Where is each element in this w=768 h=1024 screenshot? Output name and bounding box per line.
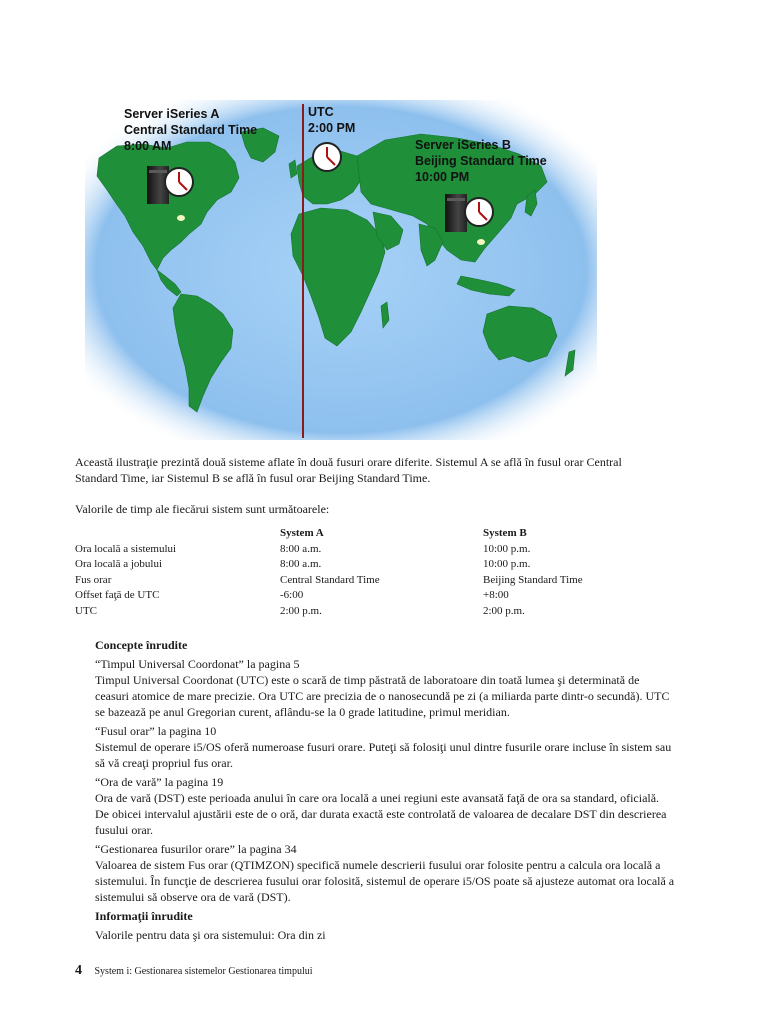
- related-concept-link[interactable]: “Ora de vară” la pagina 19: [95, 775, 224, 789]
- table-header-row: [73, 527, 635, 543]
- server-a-clock-icon: [165, 168, 193, 196]
- utc-label-text: UTC: [308, 105, 334, 119]
- related-concept-item: [95, 656, 675, 720]
- page-number: 4: [75, 963, 82, 978]
- server-a-name: Server iSeries A: [124, 107, 220, 121]
- table-cell: Offset faţă de UTC: [75, 589, 160, 602]
- table-intro: Valorile de timp ale fiecărui sistem sunt următoarele:: [75, 502, 330, 516]
- table-header-system-a: System A: [280, 527, 324, 539]
- utc-label: [308, 104, 355, 136]
- server-a-zone: Central Standard Time: [124, 123, 258, 137]
- table-row: [73, 605, 635, 621]
- related-concept-link[interactable]: “Timpul Universal Coordonat” la pagina 5: [95, 657, 300, 671]
- related-info-link[interactable]: Valorile pentru data şi ora sistemului: Ora din zi: [95, 928, 326, 942]
- page-footer: [75, 964, 313, 979]
- figure-caption: Această ilustraţie prezintă două sisteme aflate în două fusuri orare diferite. Sistemul A se află în fusul orar Central Standard Time, iar Sistemul B se află în fusul orar Beijing Standard Time.: [75, 455, 622, 485]
- table-cell: Beijing Standard Time: [483, 573, 583, 586]
- related-concepts-heading: Concepte înrudite: [95, 638, 188, 652]
- related-concept-item: [95, 774, 675, 838]
- related-section: [95, 637, 675, 946]
- table-row: [73, 589, 635, 605]
- table-cell: -6:00: [280, 589, 304, 602]
- related-concept-link[interactable]: “Fusul orar” la pagina 10: [95, 724, 217, 738]
- table-row: [73, 558, 635, 574]
- related-concept-link[interactable]: “Gestionarea fusurilor orare” la pagina 34: [95, 842, 297, 856]
- time-zone-map-figure: [85, 100, 597, 440]
- related-concept-description: Valoarea de sistem Fus orar (QTIMZON) specifică numele descrierii fusului orar folosite pentru a calcula ora locală a sistemului. În funcţie de descrierea fusului orar folosită, sistemul de operare i5/OS poate să ajusteze automat ora locală a sistemului să observe ora de vară (DST).: [95, 858, 675, 904]
- table-cell: Ora locală a sistemului: [75, 542, 177, 555]
- related-concept-description: Sistemul de operare i5/OS oferă numeroase fusuri orare. Puteţi să folosiţi unul dintre fusurile orare incluse în sistem sau să vă creaţi propriul fus orar.: [95, 740, 672, 770]
- related-concept-description: Ora de vară (DST) este perioada anului în care ora locală a unei regiuni este avansată faţă de ora sa standard, oficială. De obicei intervalul ajustării este de o oră, dar durata exactă este controlată de valoarea de decalare DST din descrierea fusului orar.: [95, 791, 667, 837]
- server-b-time: 10:00 PM: [415, 170, 470, 184]
- table-header-system-b: System B: [483, 527, 527, 539]
- server-b-name: Server iSeries B: [415, 138, 511, 152]
- table-cell: UTC: [75, 604, 97, 617]
- table-cell: Ora locală a jobului: [75, 558, 163, 571]
- related-info-heading: Informaţii înrudite: [95, 909, 193, 923]
- table-cell: 8:00 a.m.: [280, 542, 322, 555]
- utc-time: 2:00 PM: [308, 121, 356, 135]
- utc-clock-icon: [313, 143, 341, 171]
- time-values-table: [73, 527, 635, 621]
- table-cell: +8:00: [483, 589, 509, 602]
- table-header-cell: [73, 527, 278, 543]
- table-cell: 8:00 a.m.: [280, 558, 322, 571]
- table-cell: Central Standard Time: [280, 573, 380, 586]
- server-b-zone: Beijing Standard Time: [415, 154, 547, 168]
- related-concept-description: Timpul Universal Coordonat (UTC) este o scară de timp păstrată de laboratoare din toată lumea şi determinată de ceasuri atomice de mare precizie. Ora UTC are precizia de o nanosecundă pe zi (a miliarda parte dintr-o secundă). UTC se bazează pe anul Gregorian curent, aflându-se la 0 grade latitudine, primul meridian.: [95, 673, 670, 719]
- server-a-time: 8:00 AM: [124, 139, 172, 153]
- table-cell: Fus orar: [75, 573, 112, 586]
- table-cell: 2:00 p.m.: [280, 604, 322, 617]
- table-cell: 10:00 p.m.: [483, 542, 531, 555]
- related-concept-item: [95, 841, 675, 905]
- footer-title: System i: Gestionarea sistemelor Gestionarea timpului: [94, 966, 313, 977]
- related-info-item: [95, 927, 675, 943]
- server-b-label: [415, 137, 547, 185]
- related-concept-item: [95, 723, 675, 771]
- table-row: [73, 574, 635, 590]
- table-cell: 10:00 p.m.: [483, 558, 531, 571]
- table-row: [73, 543, 635, 559]
- table-cell: 2:00 p.m.: [483, 604, 525, 617]
- server-b-clock-icon: [465, 198, 493, 226]
- server-a-label: [124, 106, 257, 154]
